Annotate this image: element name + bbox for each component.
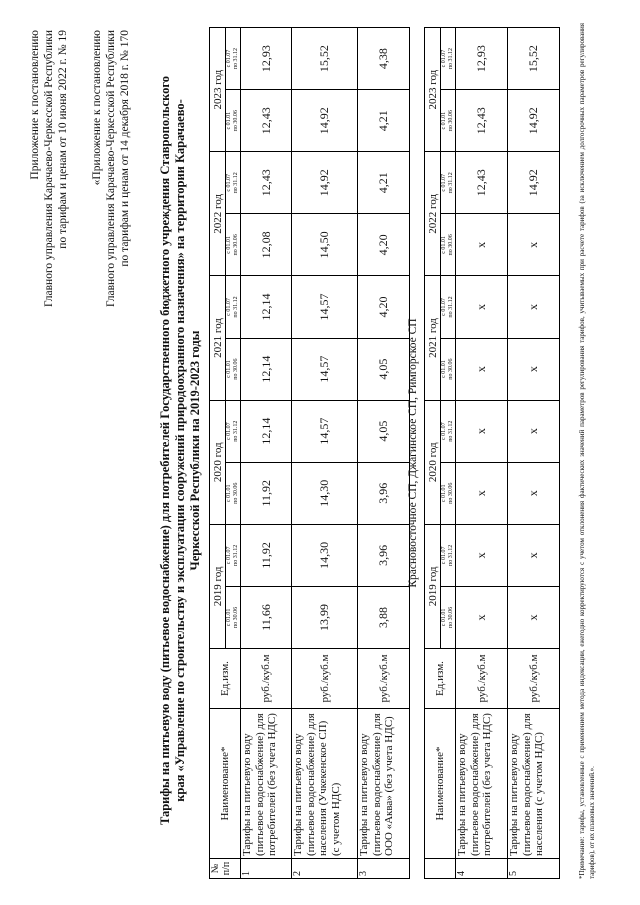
value-cell: x	[508, 524, 560, 586]
footnote: *Примечание: тарифы, установленные с применением метода индексации, ежегодно корректируются с учетом отклонения фактических значений параметров регулирования тарифов, учитываемых при расчете тарифов (за исключением долгосрочных параметров регулирования тарифов), от их плановых значений.».	[578, 23, 596, 879]
title-line3: Черкесской Республики на 2019-2023 годы	[188, 330, 202, 571]
header1-line3: по тарифам и ценам от 10 июня 2022 г. № 19	[57, 30, 69, 249]
value-cell: x	[508, 276, 560, 338]
row-number: 4	[456, 859, 508, 879]
value-cell: 4,20	[358, 214, 410, 276]
value-cell: 14,92	[508, 90, 560, 152]
value-cell: 12,14	[241, 276, 292, 338]
value-cell: 4,05	[358, 338, 410, 400]
value-cell: x	[508, 462, 560, 524]
value-cell: 14,30	[292, 462, 358, 524]
document-title	[158, 28, 203, 873]
tariff-table-settlements	[424, 27, 560, 879]
row-unit: руб./куб.м	[358, 649, 410, 709]
row-name: Тарифы на питьевую воду (питьевое водоснабжение) для населения (Учкекенское СП) (с учетом НДС)	[292, 709, 358, 859]
period-h1: с 01.01 по 30.06	[226, 586, 241, 648]
value-cell: x	[456, 214, 508, 276]
year-header-2022: 2022 год	[425, 152, 441, 276]
year-header-2023: 2023 год	[425, 28, 441, 152]
period-h2: с 01.07 по 31.12	[441, 400, 456, 462]
value-cell: 14,50	[292, 214, 358, 276]
title-line2: края «Управление по строительству и эксплуатации сооружений природоохранного назначения» на территории Карачаево-	[173, 99, 187, 802]
value-cell: 4,20	[358, 276, 410, 338]
value-cell: x	[456, 462, 508, 524]
row-number: 5	[508, 859, 560, 879]
row-name: Тарифы на питьевую воду (питьевое водоснабжение) для потребителей (без учета НДС)	[456, 709, 508, 859]
year-header-2020: 2020 год	[425, 400, 441, 524]
period-h1: с 01.01 по 30.06	[441, 586, 456, 648]
value-cell: 12,43	[241, 152, 292, 214]
row-number: 1	[241, 859, 292, 879]
value-cell: 4,21	[358, 90, 410, 152]
period-h1: с 01.01 по 30.06	[226, 214, 241, 276]
col-header-no-empty	[425, 859, 456, 879]
header2-line1: «Приложение к постановлению	[91, 30, 103, 186]
year-header-2023: 2023 год	[210, 28, 226, 152]
value-cell: 12,08	[241, 214, 292, 276]
period-h1: с 01.01 по 30.06	[441, 214, 456, 276]
period-h2: с 01.07 по 31.12	[226, 28, 241, 90]
period-h2: с 01.07 по 31.12	[226, 400, 241, 462]
year-header-2019: 2019 год	[425, 524, 441, 648]
value-cell: 15,52	[508, 28, 560, 90]
period-h2: с 01.07 по 31.12	[226, 152, 241, 214]
value-cell: 4,38	[358, 28, 410, 90]
value-cell: x	[456, 338, 508, 400]
value-cell: 14,57	[292, 276, 358, 338]
value-cell: 12,43	[456, 152, 508, 214]
year-header-2019: 2019 год	[210, 524, 226, 648]
period-h2: с 01.07 по 31.12	[441, 152, 456, 214]
value-cell: 12,43	[456, 90, 508, 152]
table-row	[456, 28, 508, 879]
value-cell: 14,92	[292, 152, 358, 214]
header2-line3: по тарифам и ценам от 14 декабря 2018 г. № 170	[119, 30, 131, 267]
table-row	[241, 28, 292, 879]
row-name: Тарифы на питьевую воду (питьевое водоснабжение) для потребителей (без учета НДС)	[241, 709, 292, 859]
value-cell: x	[508, 338, 560, 400]
year-header-2021: 2021 год	[425, 276, 441, 400]
period-h2: с 01.07 по 31.12	[441, 524, 456, 586]
period-h1: с 01.01 по 30.06	[441, 338, 456, 400]
row-number: 2	[292, 859, 358, 879]
value-cell: 12,93	[456, 28, 508, 90]
header1-line2: Главного управления Карачаево-Черкесской Республики	[43, 30, 55, 308]
row-unit: руб./куб.м	[292, 649, 358, 709]
tariff-table-main	[209, 27, 410, 879]
value-cell: 15,52	[292, 28, 358, 90]
value-cell: 4,05	[358, 400, 410, 462]
section-title: Красновосточное СП, Джагинское СП, Римгорское СП	[407, 318, 419, 588]
col-header-name: Наименование*	[210, 709, 241, 859]
row-unit: руб./куб.м	[456, 649, 508, 709]
period-h2: с 01.07 по 31.12	[441, 276, 456, 338]
period-h1: с 01.01 по 30.06	[441, 90, 456, 152]
row-unit: руб./куб.м	[508, 649, 560, 709]
table-row	[358, 28, 410, 879]
title-line1: Тарифы на питьевую воду (питьевое водоснабжение) для потребителей Государственного бюджетного учреждения Ставропольского	[158, 75, 172, 826]
value-cell: 12,14	[241, 338, 292, 400]
value-cell: 14,57	[292, 338, 358, 400]
value-cell: 3,96	[358, 462, 410, 524]
table-row	[292, 28, 358, 879]
col-header-name: Наименование*	[425, 709, 456, 859]
value-cell: x	[456, 524, 508, 586]
period-h2: с 01.07 по 31.12	[441, 28, 456, 90]
row-number: 3	[358, 859, 410, 879]
value-cell: x	[508, 586, 560, 648]
value-cell: 14,92	[292, 90, 358, 152]
value-cell: 11,92	[241, 462, 292, 524]
value-cell: x	[508, 214, 560, 276]
period-h1: с 01.01 по 30.06	[226, 90, 241, 152]
header1-line1: Приложение к постановлению	[29, 30, 41, 180]
value-cell: 13,99	[292, 586, 358, 648]
value-cell: 14,57	[292, 400, 358, 462]
header2-line2: Главного управления Карачаево-Черкесской Республики	[105, 30, 117, 308]
period-h1: с 01.01 по 30.06	[226, 462, 241, 524]
value-cell: 12,93	[241, 28, 292, 90]
value-cell: 4,21	[358, 152, 410, 214]
value-cell: x	[508, 400, 560, 462]
col-header-no: № п/п	[210, 859, 241, 879]
period-h2: с 01.07 по 31.12	[226, 276, 241, 338]
value-cell: x	[456, 586, 508, 648]
period-h2: с 01.07 по 31.12	[226, 524, 241, 586]
value-cell: 14,30	[292, 524, 358, 586]
value-cell: 11,66	[241, 586, 292, 648]
row-name: Тарифы на питьевую воду (питьевое водоснабжение) для ООО «Аква» (без учета НДС)	[358, 709, 410, 859]
year-header-2020: 2020 год	[210, 400, 226, 524]
value-cell: x	[456, 400, 508, 462]
value-cell: x	[456, 276, 508, 338]
value-cell: 11,92	[241, 524, 292, 586]
value-cell: 3,88	[358, 586, 410, 648]
value-cell: 12,14	[241, 400, 292, 462]
value-cell: 14,92	[508, 152, 560, 214]
col-header-unit: Ед.изм.	[210, 649, 241, 709]
period-h1: с 01.01 по 30.06	[441, 462, 456, 524]
value-cell: 3,96	[358, 524, 410, 586]
period-h1: с 01.01 по 30.06	[226, 338, 241, 400]
col-header-unit: Ед.изм.	[425, 649, 456, 709]
row-name: Тарифы на питьевую воду (питьевое водоснабжение) для населения (с учетом НДС)	[508, 709, 560, 859]
header-appendix-2018	[90, 30, 132, 307]
value-cell: 12,43	[241, 90, 292, 152]
header-appendix-2022	[28, 30, 70, 307]
year-header-2021: 2021 год	[210, 276, 226, 400]
year-header-2022: 2022 год	[210, 152, 226, 276]
row-unit: руб./куб.м	[241, 649, 292, 709]
table-row	[508, 28, 560, 879]
